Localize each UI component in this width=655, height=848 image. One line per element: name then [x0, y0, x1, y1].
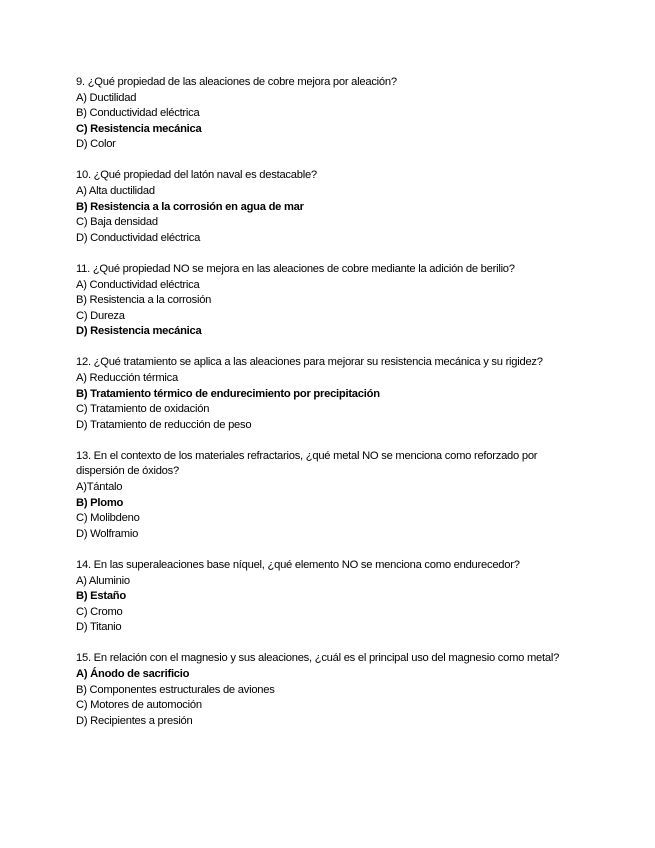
question-block: [76, 168, 576, 246]
answer-option-correct: A) Ánodo de sacrificio: [76, 668, 190, 680]
answer-option: C) Motores de automoción: [76, 699, 202, 712]
answer-option-correct: B) Tratamiento térmico de endurecimiento por precipitación: [76, 387, 380, 400]
answer-option: C) Tratamiento de oxidación: [76, 403, 210, 416]
answer-option-correct: B) Estaño: [76, 590, 126, 603]
answer-option: C) Cromo: [76, 605, 123, 618]
question-prompt: 12. ¿Qué tratamiento se aplica a las aleaciones para mejorar su resistencia mecánica y su rigidez?: [76, 356, 543, 369]
question-block: [76, 651, 576, 729]
question-prompt: 13. En el contexto de los materiales refractarios, ¿qué metal NO se menciona como reforzado por dispersión de óxidos?: [76, 449, 541, 478]
answer-option: D) Color: [76, 138, 116, 151]
answer-option: B) Resistencia a la corrosión: [76, 294, 212, 307]
question-prompt: 10. ¿Qué propiedad del latón naval es destacable?: [76, 169, 317, 182]
answer-option: C) Baja densidad: [76, 216, 158, 229]
answer-option: A) Conductividad eléctrica: [76, 278, 200, 291]
answer-option-correct: B) Plomo: [76, 496, 124, 509]
answer-option: A) Ductilidad: [76, 91, 137, 104]
question-prompt: 11. ¿Qué propiedad NO se mejora en las aleaciones de cobre mediante la adición de berilio?: [76, 262, 515, 275]
answer-option: A) Alta ductilidad: [76, 185, 155, 198]
answer-option-correct: B) Resistencia a la corrosión en agua de mar: [76, 200, 304, 213]
question-block: [76, 262, 576, 340]
answer-option-correct: C) Resistencia mecánica: [76, 122, 202, 135]
answer-option-correct: D) Resistencia mecánica: [76, 325, 202, 338]
question-list: [76, 75, 576, 745]
answer-option: A) Aluminio: [76, 574, 130, 587]
answer-option: D) Recipientes a presión: [76, 714, 193, 727]
question-block: [76, 449, 576, 543]
answer-option: A) Reducción térmica: [76, 372, 178, 384]
question-prompt: 15. En relación con el magnesio y sus aleaciones, ¿cuál es el principal uso del magnesio como metal?: [76, 652, 560, 665]
answer-option: D) Tratamiento de reducción de peso: [76, 418, 252, 431]
answer-option: D) Titanio: [76, 621, 122, 634]
answer-option: A)Tántalo: [76, 481, 123, 494]
question-block: [76, 75, 576, 153]
question-block: [76, 558, 576, 636]
answer-option: D) Conductividad eléctrica: [76, 231, 201, 244]
answer-option: B) Componentes estructurales de aviones: [76, 683, 275, 696]
question-prompt: 14. En las superaleaciones base níquel, ¿qué elemento NO se menciona como endurecedor?: [76, 558, 520, 571]
question-block: [76, 355, 576, 433]
answer-option: C) Molibdeno: [76, 512, 140, 525]
question-prompt: 9. ¿Qué propiedad de las aleaciones de cobre mejora por aleación?: [76, 76, 397, 88]
answer-option: C) Dureza: [76, 309, 125, 322]
answer-option: B) Conductividad eléctrica: [76, 107, 200, 120]
answer-option: D) Wolframio: [76, 527, 139, 540]
